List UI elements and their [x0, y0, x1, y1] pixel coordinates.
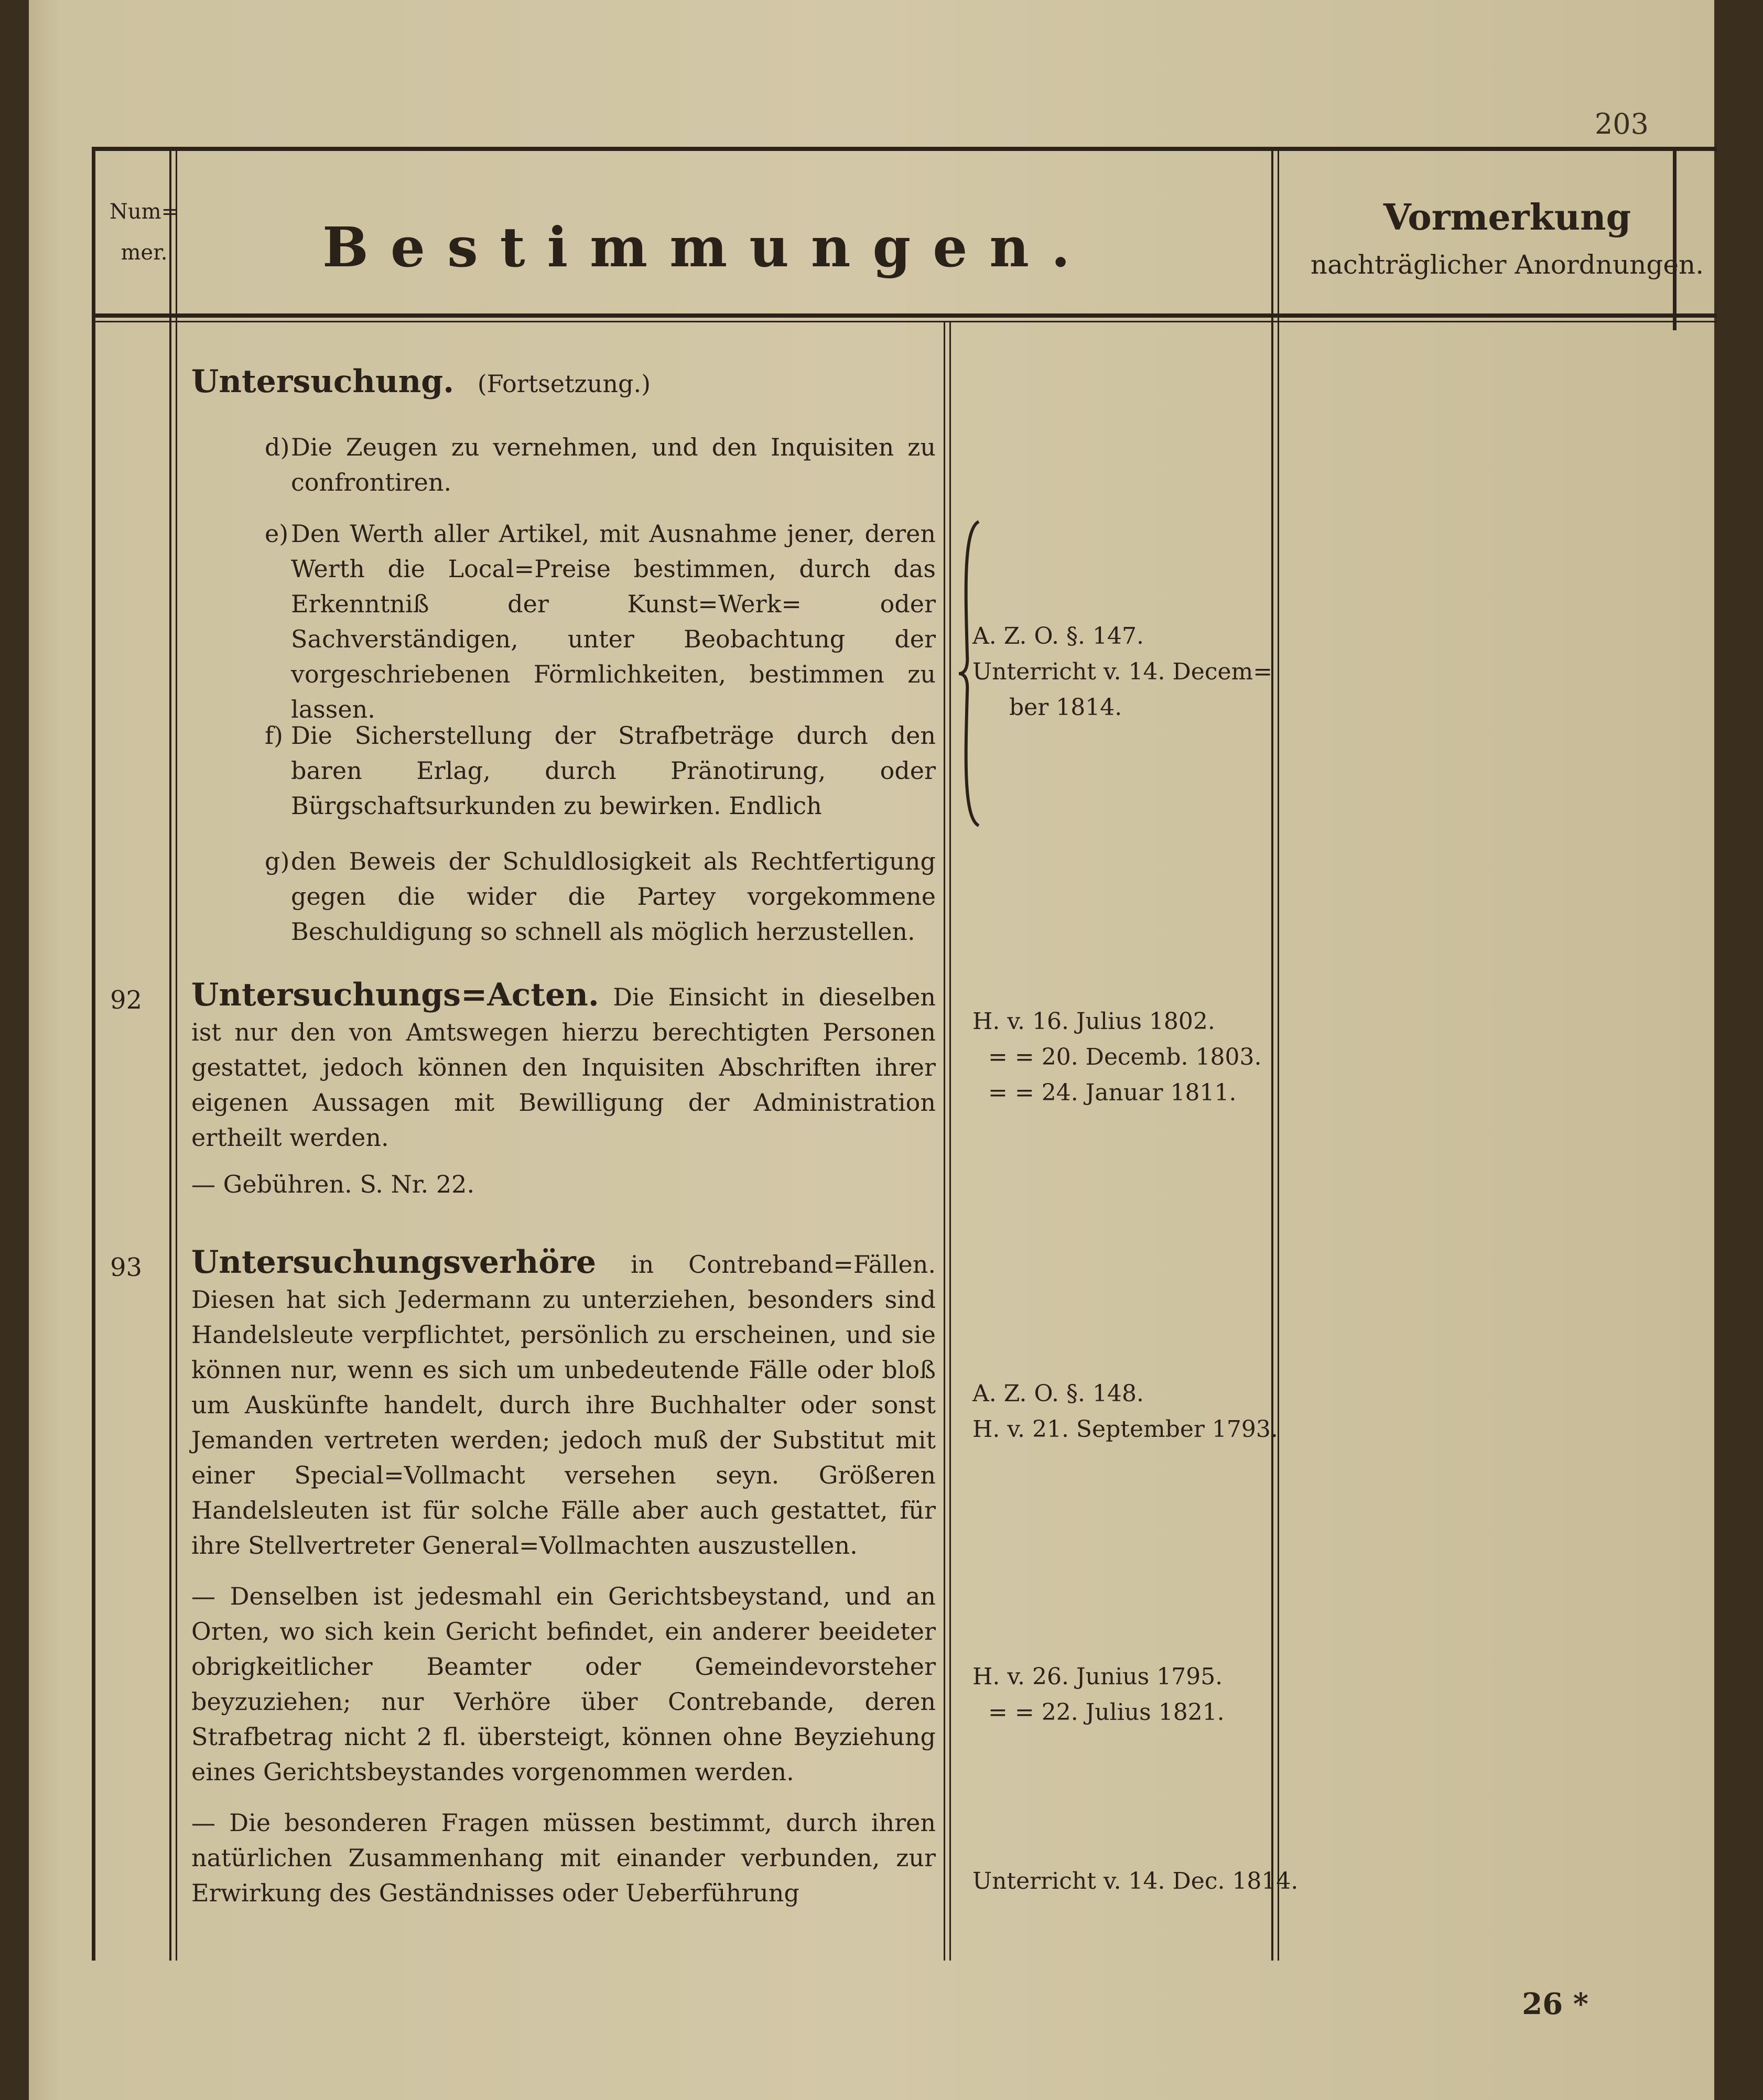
refs-column-rule-2: [949, 322, 951, 1961]
bleed-through: [202, 199, 244, 248]
list-item-g: [265, 844, 936, 949]
ref-line: A. Z. O. §. 147.: [972, 623, 1144, 650]
entry-93-head: Untersuchungsverhöre: [191, 1244, 597, 1281]
entry-number-92: 92: [110, 986, 143, 1015]
header-number-label: [100, 191, 189, 273]
entry-92-head: Untersuchungs=Acten.: [191, 977, 599, 1013]
header-vormerkung-line1: Vormerkung: [1383, 197, 1631, 239]
ref-line: H. v. 16. Julius 1802.: [972, 1008, 1215, 1035]
left-border: [92, 147, 95, 1961]
refs-entry-93-b: [972, 1659, 1225, 1730]
ref-line: = = 24. Januar 1811.: [988, 1079, 1237, 1106]
header-number-line1: Num=: [109, 200, 179, 224]
header-bottom-rule-thin: [92, 321, 1717, 322]
num-column-rule: [169, 147, 171, 1961]
entry-92-text: Die Einsicht in dieselben ist nur den von Amtswegen hierzu berechtigten Personen gestattet, jedoch können den Inquisiten Abschriften ihrer eigenen Aussagen mit Bewilligung der Administration ertheilt werden.: [191, 983, 936, 1152]
ref-line: = = 22. Julius 1821.: [988, 1699, 1225, 1726]
entry-93: [191, 1245, 936, 1911]
item-text: Die Zeugen zu vernehmen, und den Inquisiten zu confrontiren.: [291, 433, 936, 496]
entry-93-para3: — Die besonderen Fragen müssen bestimmt, durch ihren natürlichen Zusammenhang mit einander verbunden, zur Erwirkung des Geständnisses oder Ueberführung: [191, 1809, 936, 1907]
entry-92: [191, 978, 936, 1202]
header-bottom-rule: [92, 313, 1717, 318]
signature-mark: 26 *: [1522, 1987, 1588, 2021]
item-label: g): [265, 847, 290, 875]
ref-line: H. v. 21. September 1793.: [972, 1416, 1278, 1443]
ref-line: H. v. 26. Junius 1795.: [972, 1663, 1223, 1690]
item-label: d): [265, 433, 290, 461]
item-label: e): [265, 519, 289, 548]
table-top-rule: [92, 147, 1717, 151]
section-head: Untersuchung.: [191, 363, 455, 400]
item-text: den Beweis der Schuldlosigkeit als Rechtfertigung gegen die wider die Partey vorgekommene Beschuldigung so schnell als möglich herzustellen.: [291, 847, 936, 946]
refs-entry-93-a: [972, 1376, 1278, 1447]
header-vormerkung-line2: nachträglicher Anordnungen.: [1310, 250, 1704, 280]
header-title: Bestimmungen.: [322, 215, 1093, 279]
page-number: 203: [1594, 107, 1649, 140]
item-label: f): [265, 721, 283, 750]
header-vormerkung: [1300, 191, 1714, 286]
ref-line: Unterricht v. 14. Decem=: [972, 658, 1273, 685]
list-item-f: [265, 718, 936, 824]
section-untersuchung: [191, 364, 936, 402]
entry-92-sub: — Gebühren. S. Nr. 22.: [191, 1170, 475, 1198]
list-item-d: [265, 430, 936, 500]
ref-line: = = 20. Decemb. 1803.: [988, 1044, 1262, 1070]
vormerk-column-rule: [1271, 147, 1273, 1961]
entry-93-body: [191, 1245, 936, 1563]
refs-entry-92: [972, 1004, 1262, 1111]
document-page: [29, 0, 1714, 2100]
entry-number-93: 93: [110, 1253, 143, 1282]
ref-line: A. Z. O. §. 148.: [972, 1380, 1144, 1407]
refs-section-continued: [972, 619, 1272, 726]
refs-entry-93-c: [972, 1864, 1298, 1899]
entry-92-body: [191, 978, 936, 1155]
refs-column-rule: [944, 322, 945, 1961]
ref-line: ber 1814.: [1009, 694, 1122, 721]
header-number-line2: mer.: [121, 241, 168, 265]
ref-line: Unterricht v. 14. Dec. 1814.: [972, 1868, 1299, 1895]
list-item-e: [265, 516, 936, 727]
entry-93-text: in Contreband=Fällen. Diesen hat sich Jedermann zu unterziehen, besonders sind Handelsleute verpflichtet, persönlich zu erscheinen, und sie können nur, wenn es sich um unbedeutende Fälle oder bloß um Auskünfte handelt, durch ihre Buchhalter oder sonst Jemanden vertreten werden; jedoch muß der Substitut mit einer Special=Vollmacht versehen seyn. Größeren Handelsleuten ist für solche Fälle aber auch gestattet, für ihre Stellvertreter General=Vollmachten auszustellen.: [191, 1250, 936, 1560]
section-continued: (Fortsetzung.): [477, 370, 651, 398]
item-text: Den Werth aller Artikel, mit Ausnahme jener, deren Werth die Local=Preise bestimmen, durch das Erkenntniß der Kunst=Werk= oder Sachverständigen, unter Beobachtung der vorgeschriebenen Förmlichkeiten, bestimmen zu lassen.: [291, 519, 936, 723]
num-column-rule-2: [176, 147, 177, 1961]
entry-93-para2: — Denselben ist jedesmahl ein Gerichtsbeystand, und an Orten, wo sich kein Gericht befindet, ein anderer beeideter obrigkeitlicher Beamter oder Gemeindevorsteher beyzuziehen; nur Verhöre über Contrebande, deren Strafbetrag nicht 2 fl. übersteigt, können ohne Beyziehung eines Gerichtsbeystandes vorgenommen werden.: [191, 1582, 936, 1786]
item-text: Die Sicherstellung der Strafbeträge durch den baren Erlag, durch Pränotirung, oder Bürgschaftsurkunden zu bewirken. Endlich: [291, 721, 936, 820]
vormerk-column-rule-2: [1278, 147, 1279, 1961]
